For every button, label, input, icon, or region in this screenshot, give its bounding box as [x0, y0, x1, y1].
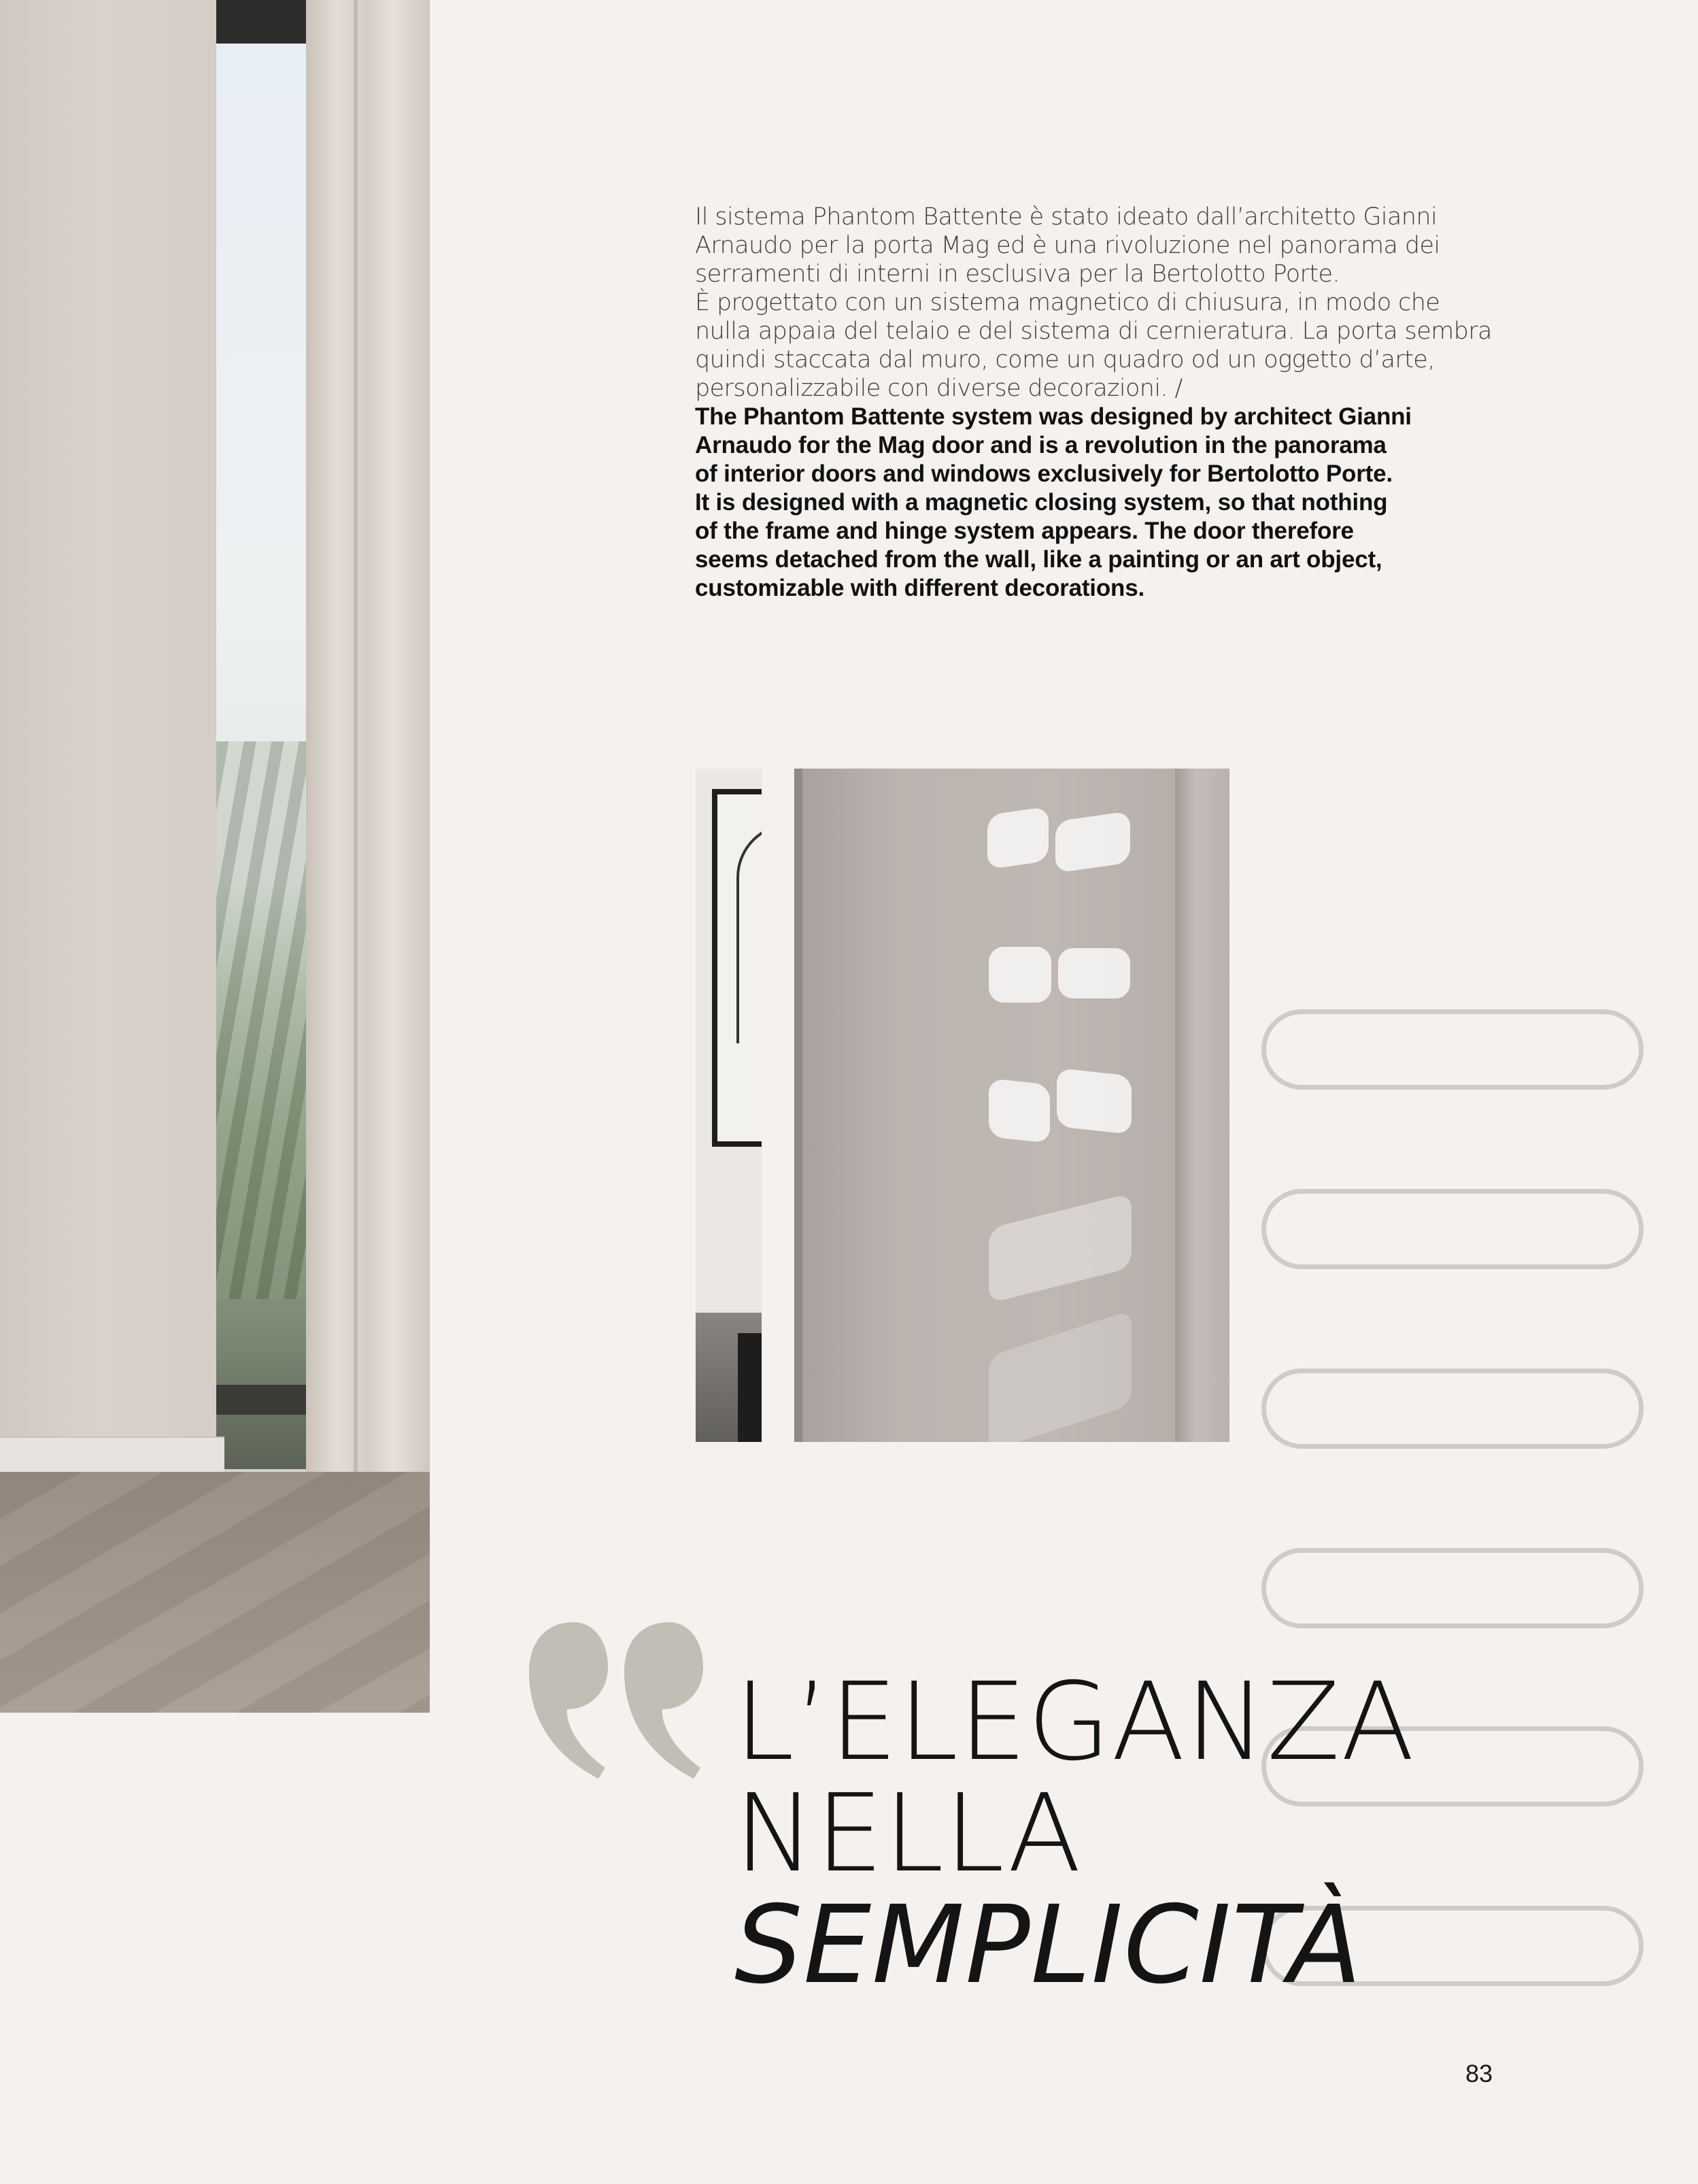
decorative-pill: [1261, 1189, 1644, 1269]
text-line: Il sistema Phantom Battente è stato ideato dall’architetto Gianni: [695, 203, 1438, 231]
quote-line-1: L’ELEGANZA: [734, 1660, 1415, 1785]
text-line: of interior doors and windows exclusively for Bertolotto Porte.: [695, 460, 1393, 487]
text-line: personalizzabile con diverse decorazioni. /: [695, 375, 1183, 402]
window-reflection: [989, 1193, 1132, 1303]
window-reflection: [987, 807, 1049, 870]
window-reflection: [1055, 811, 1130, 873]
page-number: 83: [1465, 2060, 1493, 2087]
text-line: of the frame and hinge system appears. The door therefore: [695, 518, 1354, 544]
quote-line-2: NELLA: [734, 1771, 1082, 1896]
text-line: Arnaudo per la porta Mag ed è una rivoluzione nel panorama dei: [695, 232, 1440, 259]
italian-paragraph: [695, 203, 1492, 403]
photo-arc-drawing: [736, 823, 762, 1043]
door-edge: [794, 769, 802, 1442]
text-line: serramenti di interni in esclusiva per la Bertolotto Porte.: [695, 261, 1340, 288]
photo-skirting: [0, 1437, 224, 1473]
photo-post: [738, 1333, 762, 1442]
window-reflection: [1058, 948, 1130, 998]
photo-curtain-fold: [354, 0, 358, 1500]
door-jamb: [1175, 769, 1229, 1442]
text-line: È progettato con un sistema magnetico di chiusura, in modo che: [695, 289, 1440, 316]
decorative-pill: [1261, 1368, 1644, 1449]
window-reflection: [989, 947, 1051, 1003]
quote-headline: [734, 1660, 1415, 2008]
curtain-window-photo: [0, 0, 430, 1713]
window-reflection: [989, 1310, 1132, 1442]
room-detail-photo: [696, 769, 762, 1442]
photo-curtain: [306, 0, 430, 1500]
text-line: The Phantom Battente system was designed by architect Gianni: [695, 403, 1412, 430]
text-line: nulla appaia del telaio e del sistema di cernieratura. La porta sembra: [695, 318, 1492, 345]
text-line: quindi staccata dal muro, come un quadro od un oggetto d’arte,: [695, 346, 1435, 373]
decorative-pill: [1261, 1009, 1644, 1090]
window-reflection: [989, 1078, 1050, 1143]
photo-floor-shade: [0, 1472, 430, 1713]
photo-wall: [0, 0, 224, 1469]
text-line: seems detached from the wall, like a painting or an art object,: [695, 546, 1382, 573]
description-text: [695, 203, 1492, 603]
english-paragraph: [695, 403, 1477, 603]
text-line: It is designed with a magnetic closing system, so that nothing: [695, 489, 1388, 516]
decorative-pill: [1261, 1548, 1644, 1628]
quote-line-3: SEMPLICITÀ: [734, 1883, 1363, 2008]
text-line: customizable with different decorations.: [695, 575, 1144, 601]
door-photo: [794, 769, 1229, 1442]
text-line: Arnaudo for the Mag door and is a revolution in the panorama: [695, 432, 1387, 458]
window-reflection: [1057, 1068, 1132, 1135]
quote-mark-icon: [525, 1615, 715, 1792]
